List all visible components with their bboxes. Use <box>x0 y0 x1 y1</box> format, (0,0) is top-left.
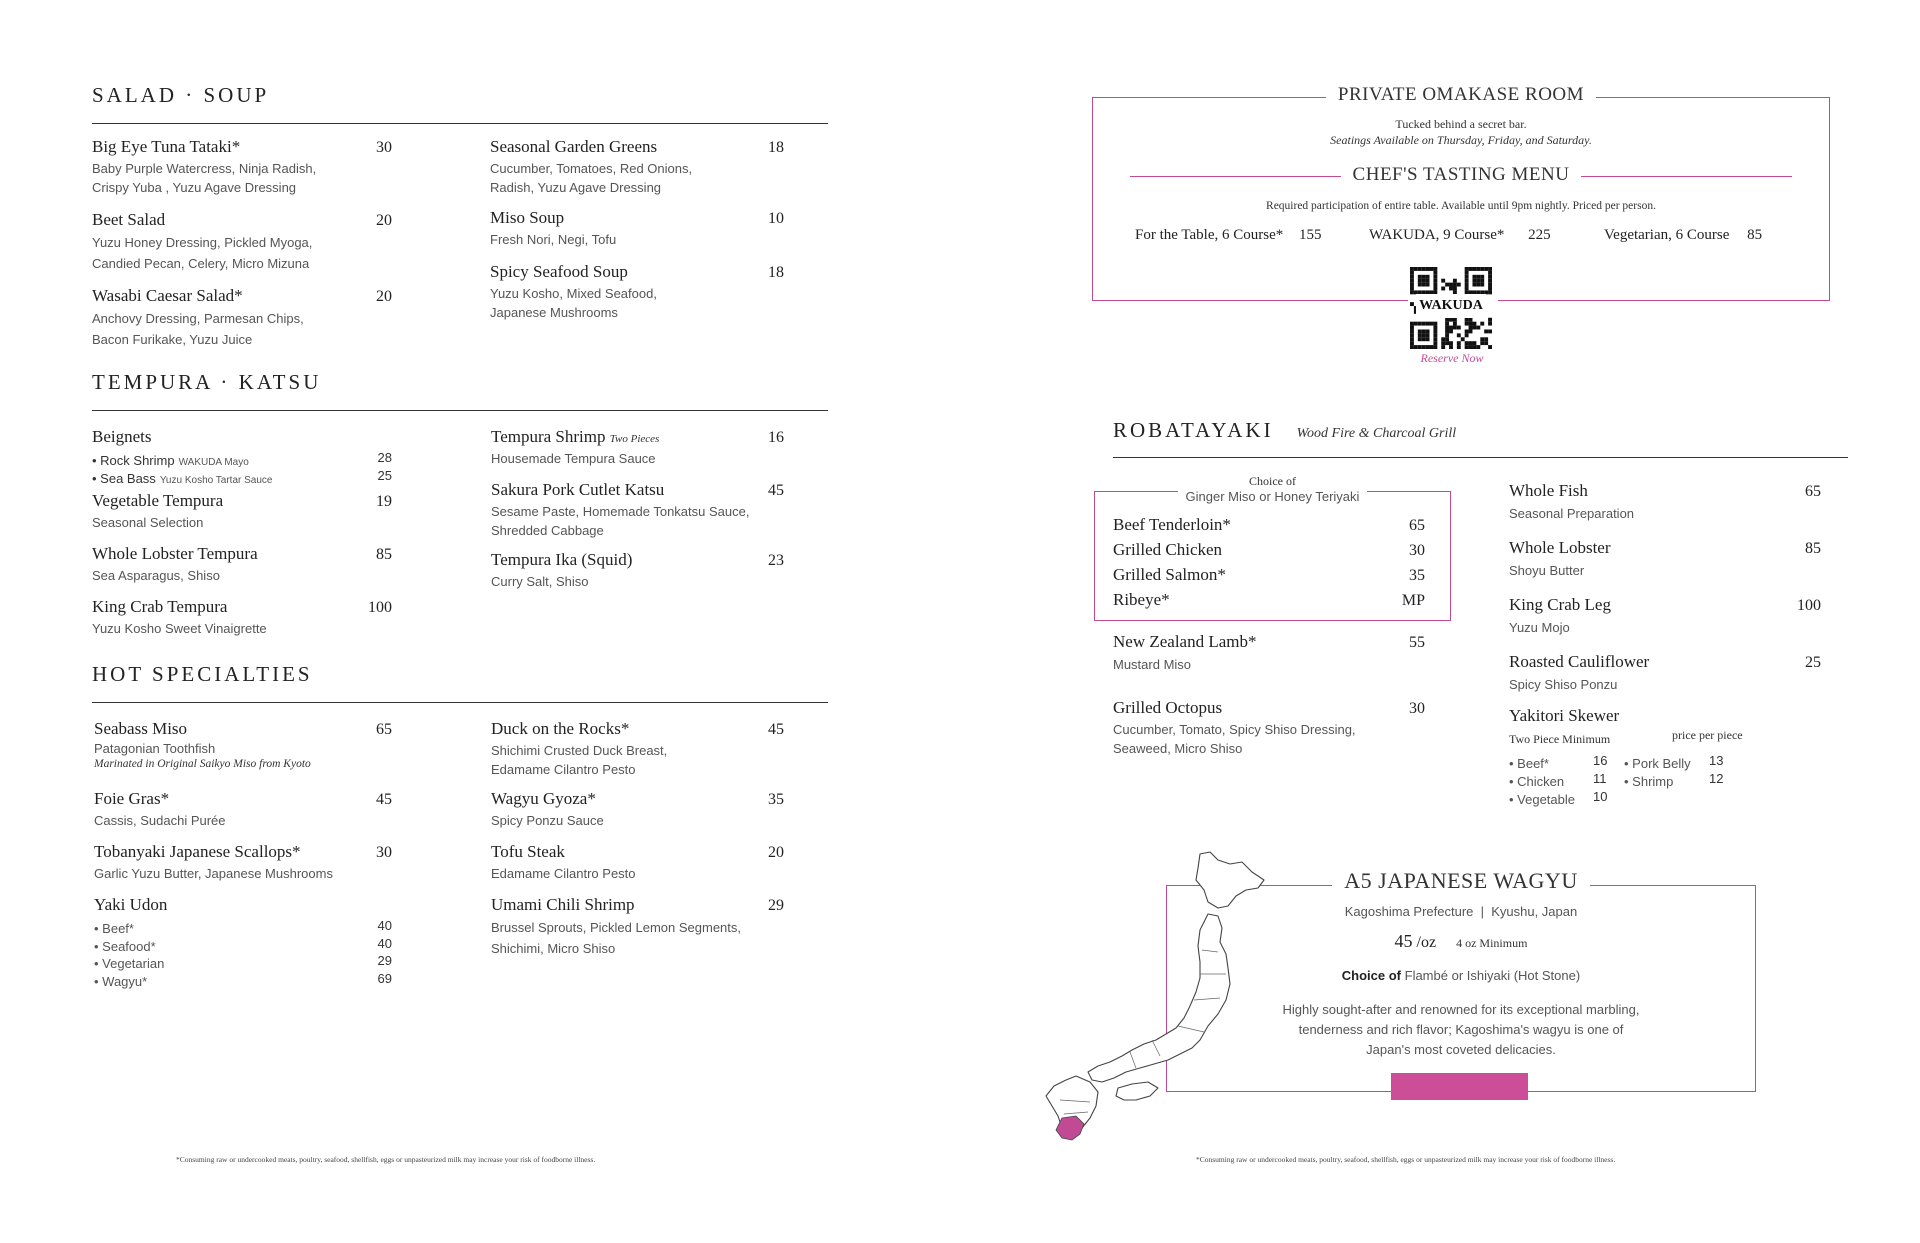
item-description: Cucumber, Tomato, Spicy Shiso Dressing, Seaweed, Micro Shiso <box>1113 722 1356 756</box>
item-name: Foie Gras* <box>94 789 170 808</box>
menu-item <box>1509 652 1821 706</box>
item-price: 100 <box>1797 597 1821 614</box>
udon-line <box>94 971 394 989</box>
item-price: 45 <box>376 791 392 808</box>
tasting-option-name: Vegetarian, 6 Course <box>1604 227 1730 243</box>
item-price: 18 <box>768 139 784 156</box>
udon-label: • Vegetarian <box>94 956 165 971</box>
item-price: 35 <box>768 791 784 808</box>
item-price: 30 <box>1409 700 1425 717</box>
omakase-title: PRIVATE OMAKASE ROOM <box>1326 84 1596 105</box>
yakitori-price: 16 <box>1593 753 1608 768</box>
wagyu-origin: Kagoshima Prefecture | Kyushu, Japan <box>1344 904 1578 919</box>
robatayaki-header <box>1113 418 1456 443</box>
menu-item <box>490 262 790 332</box>
item-description: Yuzu Kosho, Mixed Seafood, Japanese Mushrooms <box>490 286 657 320</box>
item-description: Sesame Paste, Homemade Tonkatsu Sauce, Shredded Cabbage <box>491 504 750 538</box>
item-name: Vegetable Tempura <box>92 491 224 510</box>
wagyu-description: Highly sought-after and renowned for its exceptional marbling, tenderness and rich flavor; Kagoshima's wagyu is one of Japan's most coveted delicacies. <box>1282 1002 1640 1057</box>
yakitori-label: • Beef* <box>1509 756 1549 771</box>
yakitori-line <box>1509 753 1609 771</box>
item-description: Spicy Ponzu Sauce <box>491 813 604 828</box>
item-name: King Crab Tempura <box>92 597 228 616</box>
menu-item <box>92 137 392 210</box>
wagyu-title: A5 JAPANESE WAGYU <box>1332 868 1589 893</box>
menu-item <box>1113 632 1425 698</box>
yakitori-label: • Chicken <box>1509 774 1565 789</box>
robatayaki-subtitle: Wood Fire & Charcoal Grill <box>1296 426 1457 441</box>
item-name: Wagyu Gyoza* <box>491 789 596 808</box>
yakitori-label: • Vegetable <box>1509 792 1575 807</box>
item-description: Cassis, Sudachi Purée <box>94 813 226 828</box>
item-description: Sea Asparagus, Shiso <box>92 568 220 583</box>
beignet-note: Yuzu Kosho Tartar Sauce <box>159 475 273 486</box>
item-price: 30 <box>376 139 392 156</box>
item-description: Baby Purple Watercress, Ninja Radish, Crispy Yuba , Yuzu Agave Dressing <box>92 161 317 195</box>
item-description: Seasonal Selection <box>92 515 204 530</box>
udon-price: 29 <box>377 953 392 968</box>
item-name: Tempura Shrimp Two Pieces <box>491 427 660 446</box>
yakitori-line <box>1509 789 1609 807</box>
item-name: Big Eye Tuna Tataki* <box>92 137 241 156</box>
item-name: Miso Soup <box>490 208 565 227</box>
menu-column-robata-left <box>1113 632 1425 764</box>
wagyu-choice-label: Choice of <box>1341 968 1402 983</box>
item-name: Spicy Seafood Soup <box>490 262 628 281</box>
item-name: Sakura Pork Cutlet Katsu <box>491 480 665 499</box>
yakitori-label: • Pork Belly <box>1624 756 1691 771</box>
item-description: Patagonian Toothfish <box>94 741 216 756</box>
item-name: Seabass Miso <box>94 719 188 738</box>
item-price: 19 <box>376 493 392 510</box>
yakitori-price: 11 <box>1593 771 1607 786</box>
tasting-option-name: WAKUDA, 9 Course* <box>1369 227 1505 243</box>
item-name: Tempura Ika (Squid) <box>491 550 633 569</box>
footnote-right: *Consuming raw or undercooked meats, poultry, seafood, shellfish, eggs or unpasteurized milk may increase your risk of foodborne illness. <box>1196 1155 1616 1164</box>
item-name: King Crab Leg <box>1509 595 1611 614</box>
beignet-note: WAKUDA Mayo <box>178 457 249 468</box>
menu-item <box>1113 698 1425 764</box>
menu-item <box>491 789 791 842</box>
item-price: 10 <box>768 210 784 227</box>
item-name: Grilled Octopus <box>1113 698 1223 717</box>
item-price: 85 <box>1805 540 1821 557</box>
item-price: 29 <box>768 897 784 914</box>
item-price: 100 <box>368 599 392 616</box>
qr-code[interactable] <box>1408 265 1498 355</box>
beignet-price: 25 <box>377 468 392 483</box>
choice-title: Choice of <box>1241 474 1304 489</box>
udon-item <box>94 895 394 989</box>
reserve-now-link[interactable]: Reserve Now <box>1420 351 1484 365</box>
menu-column-tempura-right <box>491 427 791 603</box>
yakitori-col1 <box>1509 753 1609 807</box>
item-description: Garlic Yuzu Butter, Japanese Mushrooms <box>94 866 333 881</box>
udon-price: 40 <box>377 935 392 951</box>
section-divider <box>92 123 828 124</box>
tasting-description: Required participation of entire table. Available until 9pm nightly. Priced per person. <box>1266 200 1656 212</box>
menu-column-robata-right <box>1509 481 1821 806</box>
item-name: Whole Lobster Tempura <box>92 544 258 563</box>
item-description: Curry Salt, Shiso <box>491 574 589 589</box>
wagyu-minimum: 4 oz Minimum <box>1456 936 1528 950</box>
menu-item <box>491 480 791 550</box>
section-title-robatayaki: ROBATAYAKI <box>1113 418 1274 442</box>
item-price: 20 <box>768 844 784 861</box>
tasting-option-name: For the Table, 6 Course* <box>1135 227 1284 243</box>
menu-item <box>490 137 790 208</box>
section-divider <box>92 702 828 703</box>
wagyu-price-line <box>1166 931 1756 952</box>
item-name: Ribeye* <box>1113 590 1170 609</box>
item-description: Fresh Nori, Negi, Tofu <box>490 232 617 247</box>
footnote-left: *Consuming raw or undercooked meats, poultry, seafood, shellfish, eggs or unpasteurized milk may increase your risk of foodborne illness. <box>176 1155 596 1164</box>
item-name: New Zealand Lamb* <box>1113 632 1257 651</box>
qr-label: WAKUDA <box>1416 294 1486 318</box>
item-name: Yakitori Skewer <box>1509 706 1620 725</box>
tasting-option-price: 155 <box>1299 227 1322 243</box>
menu-column-salad-left <box>92 137 392 356</box>
item-price: 45 <box>768 482 784 499</box>
yakitori-line <box>1509 771 1609 789</box>
item-description: Spicy Shiso Ponzu <box>1509 677 1618 692</box>
udon-line <box>94 953 394 971</box>
tasting-option-price: 85 <box>1747 227 1763 243</box>
item-price: 16 <box>768 429 784 446</box>
item-description: Seasonal Preparation <box>1509 506 1635 521</box>
item-name: Tofu Steak <box>491 842 565 861</box>
item-price: 23 <box>768 552 784 569</box>
item-price: 20 <box>376 288 392 305</box>
choice-item <box>1113 515 1425 540</box>
item-description: Housemade Tempura Sauce <box>491 451 656 466</box>
tasting-title: CHEF'S TASTING MENU <box>1341 164 1582 185</box>
tasting-option <box>1135 227 1322 244</box>
item-price: 35 <box>1409 567 1425 584</box>
beignets-item <box>92 427 392 491</box>
section-title-tempura-katsu: TEMPURA · KATSU <box>92 370 322 394</box>
item-description: Anchovy Dressing, Parmesan Chips, Bacon Furikake, Yuzu Juice <box>92 311 304 347</box>
choice-item <box>1113 590 1425 615</box>
menu-item <box>491 427 791 480</box>
item-price: 55 <box>1409 634 1425 651</box>
menu-item <box>92 597 392 650</box>
wagyu-unit: /oz <box>1416 934 1437 951</box>
item-description: Mustard Miso <box>1113 657 1192 672</box>
item-description: Yuzu Kosho Sweet Vinaigrette <box>92 621 267 636</box>
item-price: 20 <box>376 212 392 229</box>
wagyu-price: 45 <box>1394 931 1413 951</box>
item-description: Edamame Cilantro Pesto <box>491 866 636 881</box>
item-name: Whole Fish <box>1509 481 1588 500</box>
menu-item <box>1509 595 1821 652</box>
choice-item <box>1113 540 1425 565</box>
menu-item <box>490 208 790 262</box>
menu-item <box>491 842 791 895</box>
beignet-label: • Sea Bass <box>92 471 156 486</box>
menu-item <box>92 286 392 356</box>
menu-column-tempura-left <box>92 427 392 650</box>
udon-price: 40 <box>377 918 392 933</box>
section-divider <box>1113 457 1848 458</box>
beignet-line <box>92 450 392 468</box>
item-price: 30 <box>376 844 392 861</box>
beignet-price: 28 <box>377 450 392 465</box>
omakase-line1: Tucked behind a secret bar. <box>1395 117 1527 131</box>
beignet-label: • Rock Shrimp <box>92 453 175 468</box>
menu-item <box>1509 538 1821 595</box>
section-title-hot-specialties: HOT SPECIALTIES <box>92 662 313 686</box>
item-price: 25 <box>1805 654 1821 671</box>
menu-item <box>94 719 394 789</box>
yakitori-price: 13 <box>1709 753 1724 768</box>
menu-item <box>491 895 791 965</box>
choice-subtitle: Ginger Miso or Honey Teriyaki <box>1178 489 1368 504</box>
menu-item <box>491 719 791 789</box>
udon-label: • Wagyu* <box>94 973 148 989</box>
wagyu-accent-bar <box>1391 1073 1528 1100</box>
menu-column-salad-right <box>490 137 790 332</box>
item-name: Grilled Chicken <box>1113 540 1223 559</box>
yakitori-label: • Shrimp <box>1624 774 1674 789</box>
item-name: Tobanyaki Japanese Scallops* <box>94 842 301 861</box>
yakitori-item <box>1509 706 1821 806</box>
menu-item <box>491 550 791 603</box>
item-name: Beef Tenderloin* <box>1113 515 1231 534</box>
beignet-line <box>92 468 392 486</box>
item-name: Wasabi Caesar Salad* <box>92 286 243 305</box>
tasting-option <box>1369 227 1551 244</box>
menu-column-hot-left <box>94 719 394 989</box>
item-price: 30 <box>1409 542 1425 559</box>
item-description: Shoyu Butter <box>1509 563 1585 578</box>
udon-label: • Seafood* <box>94 938 156 954</box>
item-name: Beignets <box>92 427 152 446</box>
item-price: 85 <box>376 546 392 563</box>
tasting-option <box>1604 227 1762 244</box>
yakitori-col2 <box>1624 753 1724 789</box>
item-name: Grilled Salmon* <box>1113 565 1226 584</box>
item-price: 45 <box>768 721 784 738</box>
item-price: 65 <box>1805 483 1821 500</box>
menu-item <box>92 491 392 544</box>
wagyu-choice <box>1166 968 1756 983</box>
item-description: Yuzu Honey Dressing, Pickled Myoga, Candied Pecan, Celery, Micro Mizuna <box>92 235 313 271</box>
yakitori-minimum: Two Piece Minimum <box>1509 732 1611 746</box>
item-name: Beet Salad <box>92 210 166 229</box>
item-note: Two Pieces <box>609 433 660 445</box>
item-description: Yuzu Mojo <box>1509 620 1570 635</box>
item-name: Yaki Udon <box>94 895 168 914</box>
menu-item <box>94 842 394 895</box>
choice-item <box>1113 565 1425 590</box>
item-price: 65 <box>1409 517 1425 534</box>
yakitori-line <box>1624 771 1724 789</box>
udon-label: • Beef* <box>94 921 134 936</box>
section-title-salad-soup: SALAD · SOUP <box>92 83 270 107</box>
omakase-line2: Seatings Available on Thursday, Friday, and Saturday. <box>1330 133 1592 147</box>
item-note: Marinated in Original Saikyo Miso from Kyoto <box>94 758 311 770</box>
item-name: Roasted Cauliflower <box>1509 652 1650 671</box>
menu-column-hot-right <box>491 719 791 965</box>
yakitori-per-piece: price per piece <box>1672 728 1743 742</box>
menu-item <box>92 210 392 286</box>
menu-item <box>1509 481 1821 538</box>
yakitori-line <box>1624 753 1724 771</box>
yakitori-price: 12 <box>1709 771 1724 786</box>
item-price: 18 <box>768 264 784 281</box>
section-divider <box>92 410 828 411</box>
yakitori-price: 10 <box>1593 789 1608 804</box>
item-name: Whole Lobster <box>1509 538 1611 557</box>
item-name: Umami Chili Shrimp <box>491 895 635 914</box>
udon-line <box>94 918 394 936</box>
tasting-option-price: 225 <box>1528 227 1551 243</box>
item-description: Cucumber, Tomatoes, Red Onions, Radish, Yuzu Agave Dressing <box>490 161 693 195</box>
item-price: MP <box>1401 592 1425 609</box>
item-name: Seasonal Garden Greens <box>490 137 658 156</box>
menu-item <box>94 789 394 842</box>
wagyu-choice-options: Flambé or Ishiyaki (Hot Stone) <box>1401 968 1581 983</box>
item-price: 65 <box>376 721 392 738</box>
choice-list <box>1113 515 1425 615</box>
udon-price: 69 <box>377 970 392 986</box>
udon-line <box>94 936 394 954</box>
item-description: Brussel Sprouts, Pickled Lemon Segments, Shichimi, Micro Shiso <box>491 920 742 956</box>
item-description: Shichimi Crusted Duck Breast, Edamame Cilantro Pesto <box>491 743 668 777</box>
item-name: Duck on the Rocks* <box>491 719 630 738</box>
menu-item <box>92 544 392 597</box>
